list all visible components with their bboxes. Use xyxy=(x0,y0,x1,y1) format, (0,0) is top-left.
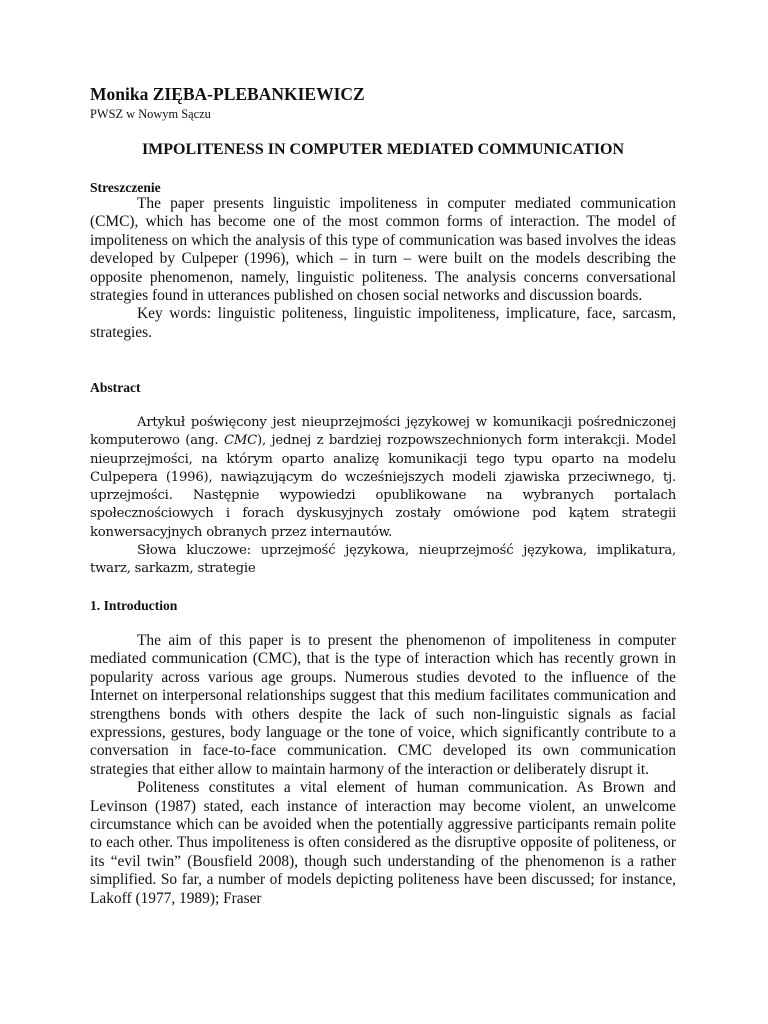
streszczenie-keywords: Key words: linguistic politeness, linguistic impoliteness, implicature, face, sarcasm, strategies. xyxy=(90,305,676,341)
streszczenie-paragraph: The paper presents linguistic impoliteness in computer mediated communication (CMC), which has become one of the most common forms of interaction. The model of impoliteness on which the analysis of this type of communication was based involves the ideas developed by Culpeper (1996), which – in turn – were built on the models describing the opposite phenomenon, namely, linguistic politeness. The analysis concerns conversational strategies found in utterances published on chosen social networks and discussion boards. xyxy=(90,195,676,305)
abstract-section xyxy=(90,414,676,579)
introduction-section xyxy=(90,632,676,908)
abstract-keywords: Słowa kluczowe: uprzejmość językowa, nieuprzejmość językowa, implikatura, twarz, sarkazm, strategie xyxy=(90,543,676,577)
paper-title: IMPOLITENESS IN COMPUTER MEDIATED COMMUNICATION xyxy=(141,141,625,158)
abstract-text-start: Artykuł poświęcony jest nieuprzejmości językowej w komunikacji pośredniczonej komputerowo (ang. xyxy=(90,415,676,449)
streszczenie-section xyxy=(90,195,676,342)
abstract-paragraph xyxy=(90,414,676,542)
introduction-paragraph-2: Politeness constitutes a vital element of human communication. As Brown and Levinson (1987) stated, each instance of interaction may become violent, an unwelcome circumstance which can be avoided when the potentially aggressive participants remain polite to each other. Thus impoliteness is often considered as the disruptive opposite of politeness, or its “evil twin” (Bousfield 2008), though such understanding of the phenomenon is a rather simplified. So far, a number of models depicting politeness have been discussed; for instance, Lakoff (1977, 1989); Fraser xyxy=(90,779,676,907)
author-affiliation: PWSZ w Nowym Sączu xyxy=(90,107,211,121)
author-name: Monika ZIĘBA-PLEBANKIEWICZ xyxy=(90,84,365,104)
abstract-term: CMC xyxy=(223,433,258,449)
introduction-heading: 1. Introduction xyxy=(90,598,178,613)
abstract-text-end: ), jednej z bardziej rozpowszechnionych form interakcji. Model nieuprzejmości, na którym oparto analizę komunikacji tego typu oparto na modelu Culpepera (1996), nawiązującym do wcześniejszych modeli zjawiska przeciwnego, tj. uprzejmości. Następnie wypowiedzi opublikowane na wybranych portalach społecznościowych i forach dyskusyjnych zostały omówione pod kątem strategii konwersacyjnych obranych przez internautów. xyxy=(90,433,676,540)
streszczenie-heading: Streszczenie xyxy=(90,180,161,195)
abstract-heading: Abstract xyxy=(90,380,141,395)
introduction-paragraph-1: The aim of this paper is to present the phenomenon of impoliteness in computer mediated communication (CMC), that is the type of interaction which has recently grown in popularity across various age groups. Numerous studies devoted to the influence of the Internet on interpersonal relationships suggest that this medium facilitates communication and strengthens bonds with others despite the lack of such non-linguistic signals as facial expressions, gestures, body language or the tone of voice, which significantly contribute to a conversation in face-to-face communication. CMC developed its own communication strategies that either allow to maintain harmony of the interaction or deliberately disrupt it. xyxy=(90,632,676,778)
